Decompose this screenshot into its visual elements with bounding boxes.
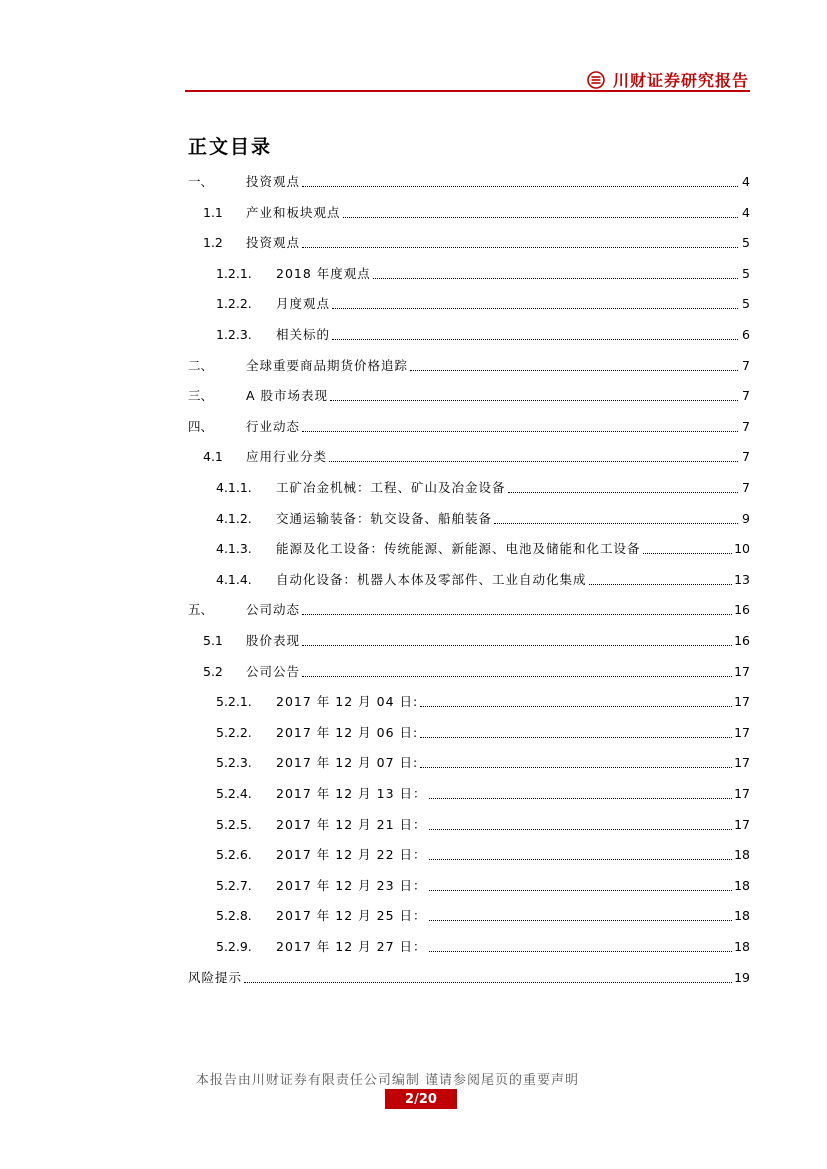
toc-entry[interactable] (188, 839, 750, 863)
toc-entry-title: 2017 年 12 月 22 日： (276, 847, 427, 863)
toc-entry-page: 7 (742, 418, 750, 434)
toc-leader-dots (410, 369, 738, 371)
toc-entry-title: 行业动态 (246, 418, 301, 434)
brand-name: 川财证券研究报告 (612, 71, 749, 90)
toc-entry-number: 5.2.9. (216, 939, 252, 954)
toc-entry[interactable] (188, 288, 750, 312)
toc-entry[interactable] (188, 319, 750, 343)
toc-entry-page: 19 (734, 969, 750, 985)
toc-entry-page: 18 (734, 939, 750, 954)
toc-entry[interactable] (188, 197, 750, 221)
toc-entry-number: 一、 (188, 174, 214, 189)
toc-entry-number: 5.2.7. (216, 877, 252, 893)
toc-entry-title: 交通运输装备：轨交设备、船舶装备 (276, 510, 493, 526)
toc-entry-number: 5.2.2. (216, 724, 252, 740)
toc-entry-title: 投资观点 (246, 174, 301, 189)
toc-leader-dots (302, 430, 738, 432)
toc-entry-page: 7 (742, 480, 750, 495)
toc-entry[interactable] (188, 166, 750, 190)
toc-entry-number: 三、 (188, 388, 214, 404)
toc-leader-dots (429, 797, 733, 799)
toc-leader-dots (302, 644, 732, 646)
toc-entry[interactable] (188, 411, 750, 435)
toc-entry[interactable] (188, 258, 750, 282)
toc-entry-title: 应用行业分类 (246, 449, 328, 465)
toc-entry-page: 9 (742, 510, 750, 526)
toc-entry-page: 13 (734, 571, 750, 587)
toc-leader-dots (508, 491, 738, 493)
toc-entry[interactable] (188, 778, 750, 802)
toc-entry-title: 2017 年 12 月 27 日： (276, 939, 427, 954)
toc-entry-number: 4.1.2. (216, 510, 252, 526)
toc-entry-page: 17 (734, 816, 750, 832)
page-number-badge: 2/20 (385, 1089, 457, 1109)
toc-entry[interactable] (188, 564, 750, 588)
toc-entry-title: 月度观点 (276, 296, 331, 312)
toc-entry[interactable] (188, 594, 750, 618)
toc-entry-number: 5.2 (203, 663, 223, 679)
toc-entry-title: 2017 年 12 月 06 日: (276, 724, 419, 740)
toc-entry-page: 18 (734, 877, 750, 893)
toc-leader-dots (302, 185, 738, 187)
header-rule (185, 90, 750, 92)
toc-entry[interactable] (188, 350, 750, 374)
toc-entry-page: 18 (734, 908, 750, 924)
toc-title: 正文目录 (188, 136, 273, 158)
toc-entry-page: 17 (734, 694, 750, 710)
toc-entry-number: 四、 (188, 418, 214, 434)
toc-entry-page: 18 (734, 847, 750, 863)
toc-entry-title: 2018 年度观点 (276, 265, 371, 281)
toc-entry[interactable] (188, 503, 750, 527)
toc-entry-title: 2017 年 12 月 25 日： (276, 908, 427, 924)
toc-entry-title: 工矿冶金机械：工程、矿山及冶金设备 (276, 480, 506, 495)
toc-entry-number: 1.1 (203, 204, 223, 220)
toc-entry-number: 4.1.1. (216, 480, 252, 495)
toc-leader-dots (332, 338, 738, 340)
toc-leader-dots (589, 583, 733, 585)
toc-entry[interactable] (188, 227, 750, 251)
toc-leader-dots (429, 889, 733, 891)
toc-entry[interactable] (188, 717, 750, 741)
toc-leader-dots (302, 246, 738, 248)
toc-entry[interactable] (188, 962, 750, 986)
toc-leader-dots (302, 675, 732, 677)
toc-leader-dots (343, 216, 738, 218)
toc-entry-page: 4 (742, 204, 750, 220)
toc-leader-dots (429, 919, 733, 921)
toc-entry-title: 2017 年 12 月 04 日: (276, 694, 419, 710)
toc-entry-number: 1.2 (203, 235, 223, 251)
toc-entry-page: 16 (734, 602, 750, 618)
toc-leader-dots (429, 950, 733, 952)
toc-leader-dots (302, 613, 732, 615)
toc-entry-page: 5 (742, 265, 750, 281)
toc-entry-page: 5 (742, 296, 750, 312)
toc-entry-number: 1.2.2. (216, 296, 252, 312)
toc-entry[interactable] (188, 625, 750, 649)
toc-entry[interactable] (188, 380, 750, 404)
toc-entry-number: 5.2.6. (216, 847, 252, 863)
toc-entry-number: 1.2.1. (216, 265, 252, 281)
toc-entry[interactable] (188, 900, 750, 924)
toc-entry-number: 五、 (188, 602, 214, 618)
toc-entry-title: 自动化设备：机器人本体及零部件、工业自动化集成 (276, 571, 587, 587)
toc-entry[interactable] (188, 472, 750, 496)
toc-entry-title: 风险提示 (188, 969, 243, 985)
chuancai-logo-icon (587, 71, 605, 89)
toc-entry-page: 16 (734, 633, 750, 648)
toc-entry-number: 5.1 (203, 633, 223, 648)
toc-entry[interactable] (188, 656, 750, 680)
toc-leader-dots (332, 307, 738, 309)
toc-entry-page: 4 (742, 174, 750, 189)
toc-entry-number: 二、 (188, 357, 214, 373)
toc-leader-dots (420, 736, 732, 738)
toc-leader-dots (329, 460, 738, 462)
toc-entry-title: 公司公告 (246, 663, 301, 679)
toc-entry[interactable] (188, 686, 750, 710)
toc-entry-title: 公司动态 (246, 602, 301, 618)
toc-entry[interactable] (188, 870, 750, 894)
toc-entry-page: 17 (734, 755, 750, 771)
toc-entry[interactable] (188, 533, 750, 557)
toc-entry-page: 6 (742, 327, 750, 342)
toc-entry-page: 7 (742, 449, 750, 465)
toc-entry-title: 全球重要商品期货价格追踪 (246, 357, 409, 373)
toc-entry-page: 17 (734, 786, 750, 801)
toc-entry-title: 2017 年 12 月 23 日： (276, 877, 427, 893)
toc-leader-dots (420, 705, 732, 707)
toc-entry-title: 2017 年 12 月 13 日： (276, 786, 427, 801)
toc-entry-number: 4.1 (203, 449, 223, 465)
toc-entry-title: 2017 年 12 月 21 日： (276, 816, 427, 832)
toc-entry-number: 5.2.8. (216, 908, 252, 924)
toc-entry[interactable] (188, 931, 750, 955)
toc-leader-dots (429, 858, 733, 860)
toc-leader-dots (494, 522, 738, 524)
toc-leader-dots (373, 277, 738, 279)
toc-leader-dots (420, 766, 732, 768)
toc-entry-number: 4.1.4. (216, 571, 252, 587)
toc-entry-number: 1.2.3. (216, 327, 252, 342)
toc-entry-title: 投资观点 (246, 235, 301, 251)
toc-leader-dots (429, 828, 733, 830)
toc-entry-number: 5.2.3. (216, 755, 252, 771)
toc-entry-title: 能源及化工设备：传统能源、新能源、电池及储能和化工设备 (276, 541, 641, 557)
toc-entry-title: A 股市场表现 (246, 388, 329, 404)
toc-entry-page: 5 (742, 235, 750, 251)
toc-entry-page: 17 (734, 663, 750, 679)
toc-entry-page: 10 (734, 541, 750, 557)
toc-entry-number: 4.1.3. (216, 541, 252, 557)
toc-entry-title: 2017 年 12 月 07 日: (276, 755, 419, 771)
footer-disclaimer: 本报告由川财证券有限责任公司编制 谨请参阅尾页的重要声明 (195, 1073, 580, 1088)
toc-leader-dots (244, 981, 732, 983)
header-brand (587, 68, 749, 91)
toc-entry-title: 相关标的 (276, 327, 331, 342)
toc-entry-title: 产业和板块观点 (246, 204, 341, 220)
toc-entry-title: 股价表现 (246, 633, 301, 648)
toc-leader-dots (330, 399, 738, 401)
toc-entry[interactable] (188, 747, 750, 771)
toc-entry[interactable] (188, 809, 750, 833)
toc-entry[interactable] (188, 441, 750, 465)
toc-entry-number: 5.2.1. (216, 694, 252, 710)
toc-entry-page: 7 (742, 388, 750, 404)
toc-entry-number: 5.2.5. (216, 816, 252, 832)
toc-leader-dots (643, 552, 733, 554)
toc-entry-page: 7 (742, 357, 750, 373)
toc-entry-number: 5.2.4. (216, 786, 252, 801)
toc-entry-page: 17 (734, 724, 750, 740)
